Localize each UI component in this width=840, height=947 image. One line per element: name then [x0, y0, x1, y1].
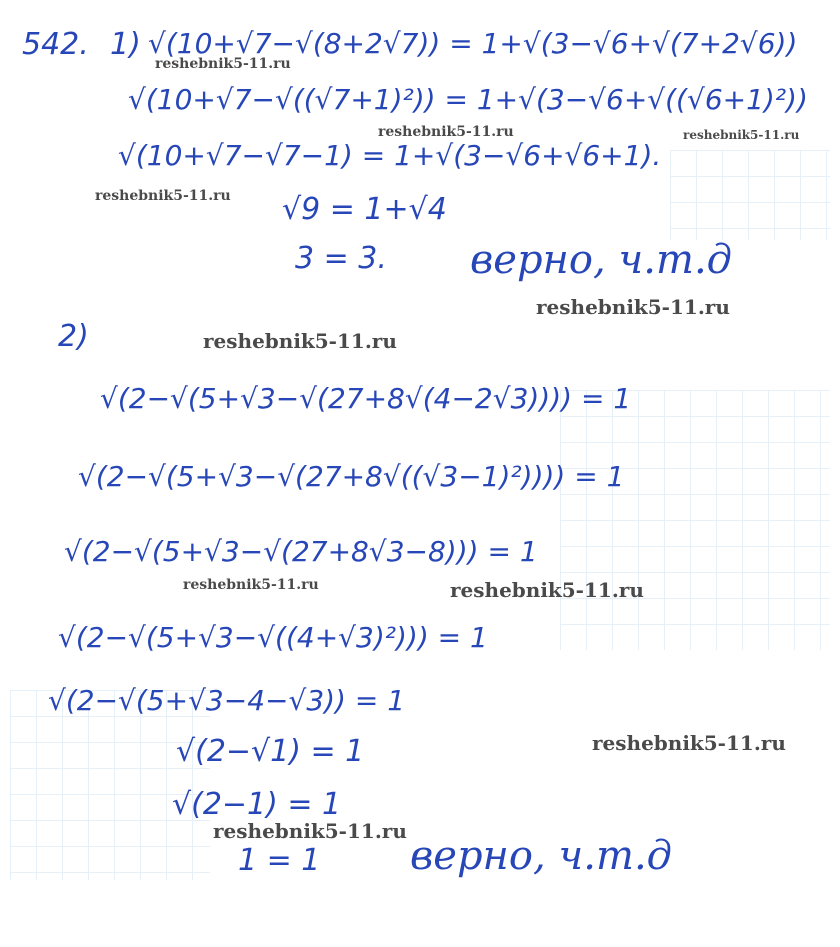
part2-label: 2): [58, 319, 89, 354]
part1-line-2: √(10+√7−√((√7+1)²)) = 1+√(3−√6+√((√6+1)²)): [128, 83, 808, 116]
part2-verdict: верно, ч.т.д: [410, 833, 673, 879]
part1-label: 1): [110, 27, 141, 62]
watermark: reshebnik5-11.ru: [95, 188, 231, 204]
part2-line-4: √(2−√(5+√3−√((4+√3)²))) = 1: [58, 621, 488, 654]
watermark: reshebnik5-11.ru: [155, 56, 291, 72]
watermark: reshebnik5-11.ru: [183, 577, 319, 593]
part1-line-1: √(10+√7−√(8+2√7)) = 1+√(3−√6+√(7+2√6)): [148, 27, 798, 60]
part2-line-5: √(2−√(5+√3−4−√3)) = 1: [48, 684, 406, 717]
watermark: reshebnik5-11.ru: [378, 124, 514, 140]
part1-line-4: √9 = 1+√4: [282, 192, 447, 227]
grid-paper-middle-right: [560, 390, 830, 650]
part2-line-7: √(2−1) = 1: [172, 787, 342, 822]
watermark: reshebnik5-11.ru: [203, 329, 397, 353]
watermark: reshebnik5-11.ru: [592, 731, 786, 755]
grid-paper-bottom-left: [10, 690, 210, 880]
watermark: reshebnik5-11.ru: [536, 295, 730, 319]
part2-line-8: 1 = 1: [238, 843, 321, 878]
part1-line-5: 3 = 3.: [295, 241, 387, 276]
part1-verdict: верно, ч.т.д: [470, 237, 733, 283]
part2-line-3: √(2−√(5+√3−√(27+8√3−8))) = 1: [64, 535, 538, 568]
part2-line-2: √(2−√(5+√3−√(27+8√((√3−1)²)))) = 1: [78, 460, 625, 493]
problem-number: 542.: [22, 27, 89, 62]
watermark: reshebnik5-11.ru: [213, 819, 407, 843]
watermark: reshebnik5-11.ru: [450, 578, 644, 602]
watermark: reshebnik5-11.ru: [683, 128, 800, 142]
part2-line-6: √(2−√1) = 1: [176, 734, 365, 769]
part1-line-3: √(10+√7−√7−1) = 1+√(3−√6+√6+1).: [118, 139, 662, 172]
grid-paper-top-right: [670, 150, 830, 240]
part2-line-1: √(2−√(5+√3−√(27+8√(4−2√3)))) = 1: [100, 382, 632, 415]
